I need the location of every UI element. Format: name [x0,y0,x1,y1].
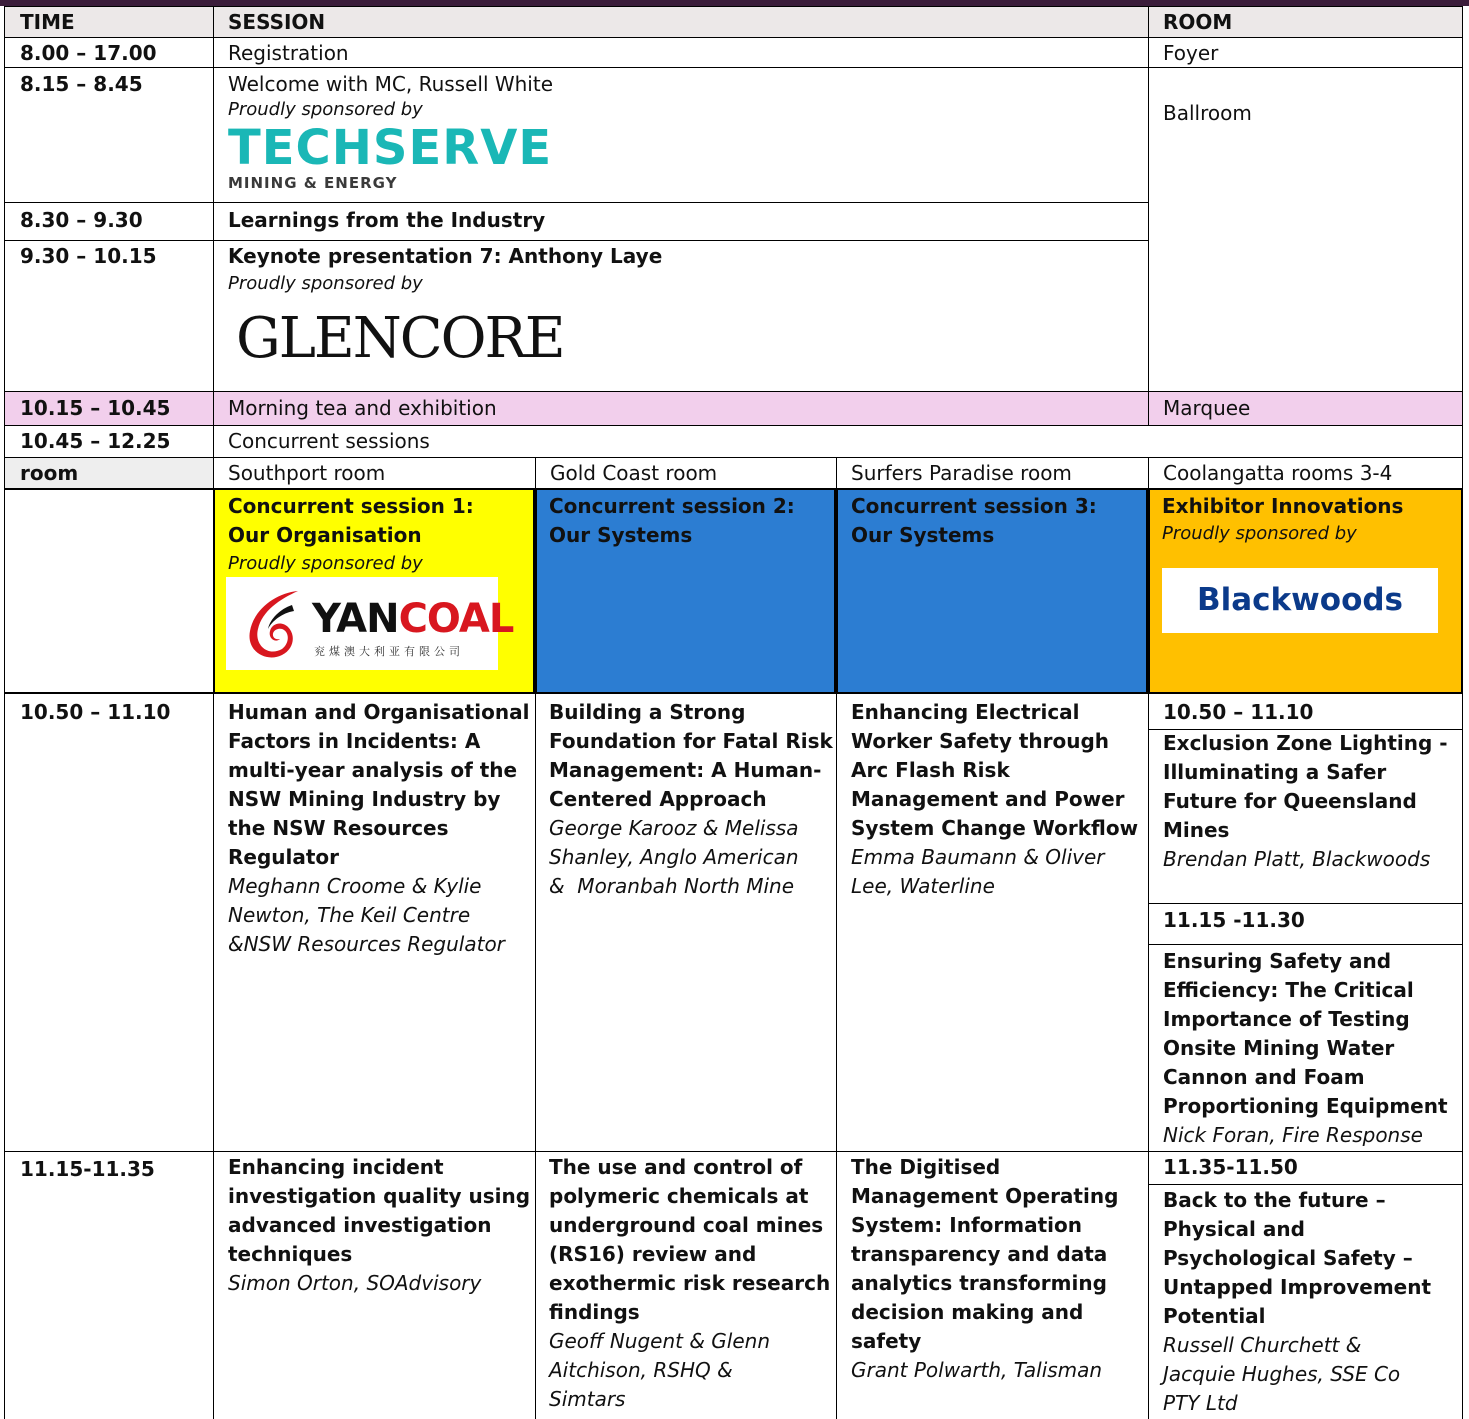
title-line: Cannon and Foam [1163,1065,1365,1089]
title-line: advanced investigation [228,1213,492,1237]
speaker-line: Jacquie Hughes, SSE Co [1163,1362,1401,1386]
speaker-line: Shanley, Anglo American [549,845,799,869]
slot2-col4-time-text: 11.35-11.50 [1163,1155,1298,1179]
title-line: Enhancing Electrical [851,700,1080,724]
title-line: Foundation for Fatal Risk [549,729,833,753]
grid-line [5,67,1463,68]
title-line: Back to the future – [1163,1188,1386,1212]
title-line: Illuminating a Safer [1163,760,1387,784]
speaker-line: Simtars [549,1387,626,1411]
grid-line [5,37,1463,38]
welcome-session-text: Welcome with MC, Russell White [228,72,554,96]
room-surfers-paradise-text: Surfers Paradise room [851,461,1072,485]
speaker-line: Nick Foran, Fire Response [1163,1123,1423,1147]
grid-line [5,240,1148,241]
session-2-title-2: Our Systems [549,523,693,547]
slot1-col1 [213,693,535,1151]
title-line: techniques [228,1242,353,1266]
registration-room [1148,37,1463,67]
session-3-border [836,488,1148,694]
slot1-col1-speakers [228,872,535,959]
slot2-col2-title [549,1153,836,1327]
title-line: exothermic risk research [549,1271,831,1295]
grid-line [5,1151,1463,1152]
keynote-time [5,240,213,391]
slot1-col3-title [851,698,1148,843]
keynote-time-text: 9.30 – 10.15 [20,244,157,268]
speaker-line: PTY Ltd [1163,1391,1238,1415]
title-line: Untapped Improvement [1163,1275,1432,1299]
title-line: investigation quality using [228,1184,531,1208]
grid-line [4,6,5,1419]
slot2-col1 [213,1151,535,1419]
yancoal-logo-text: YANCOAL [312,596,514,642]
speaker-line: & Moranbah North Mine [549,874,795,898]
speaker-line: George Karooz & Melissa [549,816,799,840]
speaker-line: Meghann Croome & Kylie [228,874,482,898]
glencore-logo: GLENCORE [236,306,564,371]
welcome-session [213,67,1148,202]
title-line: Enhancing incident [228,1155,444,1179]
session-1-title-2: Our Organisation [228,523,422,547]
slot1-col4-talk2 [1148,944,1463,1151]
title-line: Management: A Human- [549,758,822,782]
speaker-line: Grant Polwarth, Talisman [851,1358,1103,1382]
learnings-session-text: Learnings from the Industry [228,208,546,232]
grid-line [1148,944,1463,945]
room-coolangatta [1148,457,1463,488]
slot2-time-text: 11.15-11.35 [20,1157,155,1181]
title-line: Arc Flash Risk [851,758,1010,782]
slot2-time [5,1151,213,1419]
speaker-line: Geoff Nugent & Glenn [549,1329,771,1353]
grid-line [5,202,1148,203]
registration-session [213,37,1148,67]
title-line: Potential [1163,1304,1266,1328]
title-line: Exclusion Zone Lighting - [1163,731,1448,755]
learnings-time [5,202,213,240]
title-line: Ensuring Safety and [1163,949,1392,973]
registration-room-text: Foyer [1163,41,1219,65]
grid-line [1148,6,1149,425]
title-line: Mines [1163,818,1230,842]
room-coolangatta-text: Coolangatta rooms 3-4 [1163,461,1393,485]
slot1-col2-title [549,698,836,814]
speaker-line: Aitchison, RSHQ & [549,1358,733,1382]
title-line: findings [549,1300,640,1324]
session-2-title-1: Concurrent session 2: [549,494,795,518]
speaker-line: Lee, Waterline [851,874,995,898]
title-line: Onsite Mining Water [1163,1036,1395,1060]
morning-tea-room [1148,391,1463,425]
title-line: Worker Safety through [851,729,1110,753]
speaker-line: Russell Churchett & [1163,1333,1362,1357]
title-line: System: Information [851,1213,1082,1237]
title-line: Building a Strong [549,700,746,724]
title-line: analytics transforming [851,1271,1107,1295]
blackwoods-logo-text: Blackwoods [1196,582,1404,618]
keynote-session-text: Keynote presentation 7: Anthony Laye [228,244,663,268]
room-southport-text: Southport room [228,461,386,485]
ballroom-text: Ballroom [1163,101,1252,125]
techserve-logo-name: TECHSERVE [228,120,553,176]
concurrent-session-text: Concurrent sessions [228,429,430,453]
slot1-col4-talk1 [1148,729,1463,903]
title-line: NSW Mining Industry by [228,787,501,811]
title-line: Physical and [1163,1217,1305,1241]
title-line: Factors in Incidents: A [228,729,481,753]
slot2-col3 [836,1151,1148,1419]
speaker-line: Brendan Platt, Blackwoods [1163,847,1431,871]
session-1-border [213,488,535,694]
title-line: Management Operating [851,1184,1119,1208]
learnings-session [213,202,1148,240]
title-line: the NSW Resources [228,816,449,840]
session-1-sponsor-text: Proudly sponsored by [228,553,423,574]
title-line: Importance of Testing [1163,1007,1410,1031]
slot1-col4-time-text: 10.50 – 11.10 [1163,700,1314,724]
title-line: Proportioning Equipment [1163,1094,1448,1118]
room-surfers-paradise [836,457,1148,488]
room-gold-coast [535,457,836,488]
header-session [213,6,1148,37]
title-line: The use and control of [549,1155,803,1179]
speaker-line: Simon Orton, SOAdvisory [228,1271,482,1295]
slot1-time [5,693,213,1151]
slot1-col4-time [1148,693,1463,729]
concurrent-time [5,425,213,457]
title-line: Regulator [228,845,340,869]
header-room-label: ROOM [1163,10,1233,34]
title-line: multi-year analysis of the [228,758,518,782]
slot2-col4-talk [1148,1184,1463,1419]
grid-line [5,425,1463,426]
slot1-col2 [535,693,836,1151]
title-line: System Change Workflow [851,816,1139,840]
title-line: Centered Approach [549,787,767,811]
morning-tea-time-text: 10.15 – 10.45 [20,396,171,420]
title-line: Efficiency: The Critical [1163,978,1414,1002]
morning-tea-session-text: Morning tea and exhibition [228,396,497,420]
techserve-logo [228,120,1148,193]
slot1-col1-title [228,698,535,872]
slot2-col1-title [228,1153,535,1269]
session-blank [5,488,213,693]
yancoal-logo-sub: 兖煤澳大利亚有限公司 [314,645,464,658]
slot1-col3-speakers [851,843,1148,901]
header-session-label: SESSION [228,10,326,34]
slot1-col4-title [1163,729,1463,845]
header-room [1148,6,1463,37]
welcome-time-text: 8.15 – 8.45 [20,72,143,96]
morning-tea-time [5,391,213,425]
slot1-col2-speakers [549,814,836,901]
header-time-label: TIME [20,10,75,34]
title-line: The Digitised [851,1155,1001,1179]
slot1-time-text: 10.50 – 11.10 [20,700,171,724]
registration-session-text: Registration [228,41,349,65]
session-4-border [1148,488,1463,694]
concurrent-time-text: 10.45 – 12.25 [20,429,171,453]
techserve-logo-sub: MINING & ENERGY [228,174,398,192]
slot2-col4-title [1163,1186,1463,1331]
slot2-col4-time [1148,1151,1463,1184]
title-line: polymeric chemicals at [549,1184,809,1208]
session-4-title: Exhibitor Innovations [1162,494,1404,518]
grid-line [5,6,1463,7]
slot2-col3-title [851,1153,1148,1356]
session-2-border [535,488,836,694]
room-southport [213,457,535,488]
session-1-title-1: Concurrent session 1: [228,494,474,518]
welcome-time [5,67,213,202]
title-line: Psychological Safety – [1163,1246,1413,1270]
welcome-sponsor-text: Proudly sponsored by [228,99,423,120]
slot1-col4-title2 [1163,947,1463,1121]
slot1-col4-time2-text: 11.15 -11.30 [1163,908,1305,932]
grid-line [1148,903,1463,904]
morning-tea-session [213,391,1148,425]
title-line: safety [851,1329,922,1353]
learnings-time-text: 8.30 – 9.30 [20,208,143,232]
title-line: (RS16) review and [549,1242,757,1266]
room-gold-coast-text: Gold Coast room [550,461,718,485]
slot2-col4-speakers [1163,1331,1463,1418]
session-3-title-2: Our Systems [851,523,995,547]
speaker-line: Emma Baumann & Oliver [851,845,1105,869]
registration-time-text: 8.00 – 17.00 [20,41,157,65]
concurrent-session [213,425,1463,457]
title-line: underground coal mines [549,1213,824,1237]
slot1-col4-time2 [1148,903,1463,944]
room-label-cell [5,457,213,488]
title-line: transparency and data [851,1242,1108,1266]
grid-line [1148,729,1463,730]
title-line: Future for Queensland [1163,789,1417,813]
grid-line [1462,6,1463,1419]
ballroom-room [1148,67,1463,391]
header-time [5,6,213,37]
keynote-sponsor-text: Proudly sponsored by [228,273,423,294]
grid-line [5,391,1463,392]
registration-time [5,37,213,67]
session-3-title-1: Concurrent session 3: [851,494,1097,518]
speaker-line: &NSW Resources Regulator [228,932,505,956]
grid-line [213,6,214,1419]
morning-tea-room-text: Marquee [1163,396,1251,420]
grid-line [5,457,1463,458]
speaker-line: Newton, The Keil Centre [228,903,471,927]
room-label-text: room [20,461,79,485]
title-line: Management and Power [851,787,1125,811]
title-line: decision making and [851,1300,1084,1324]
keynote-session [213,240,1148,391]
grid-line [1148,1184,1463,1185]
title-line: Human and Organisational [228,700,530,724]
slot2-col2 [535,1151,836,1419]
slot2-col2-speakers [549,1327,836,1414]
slot1-col3 [836,693,1148,1151]
session-4-sponsor-text: Proudly sponsored by [1162,523,1357,544]
